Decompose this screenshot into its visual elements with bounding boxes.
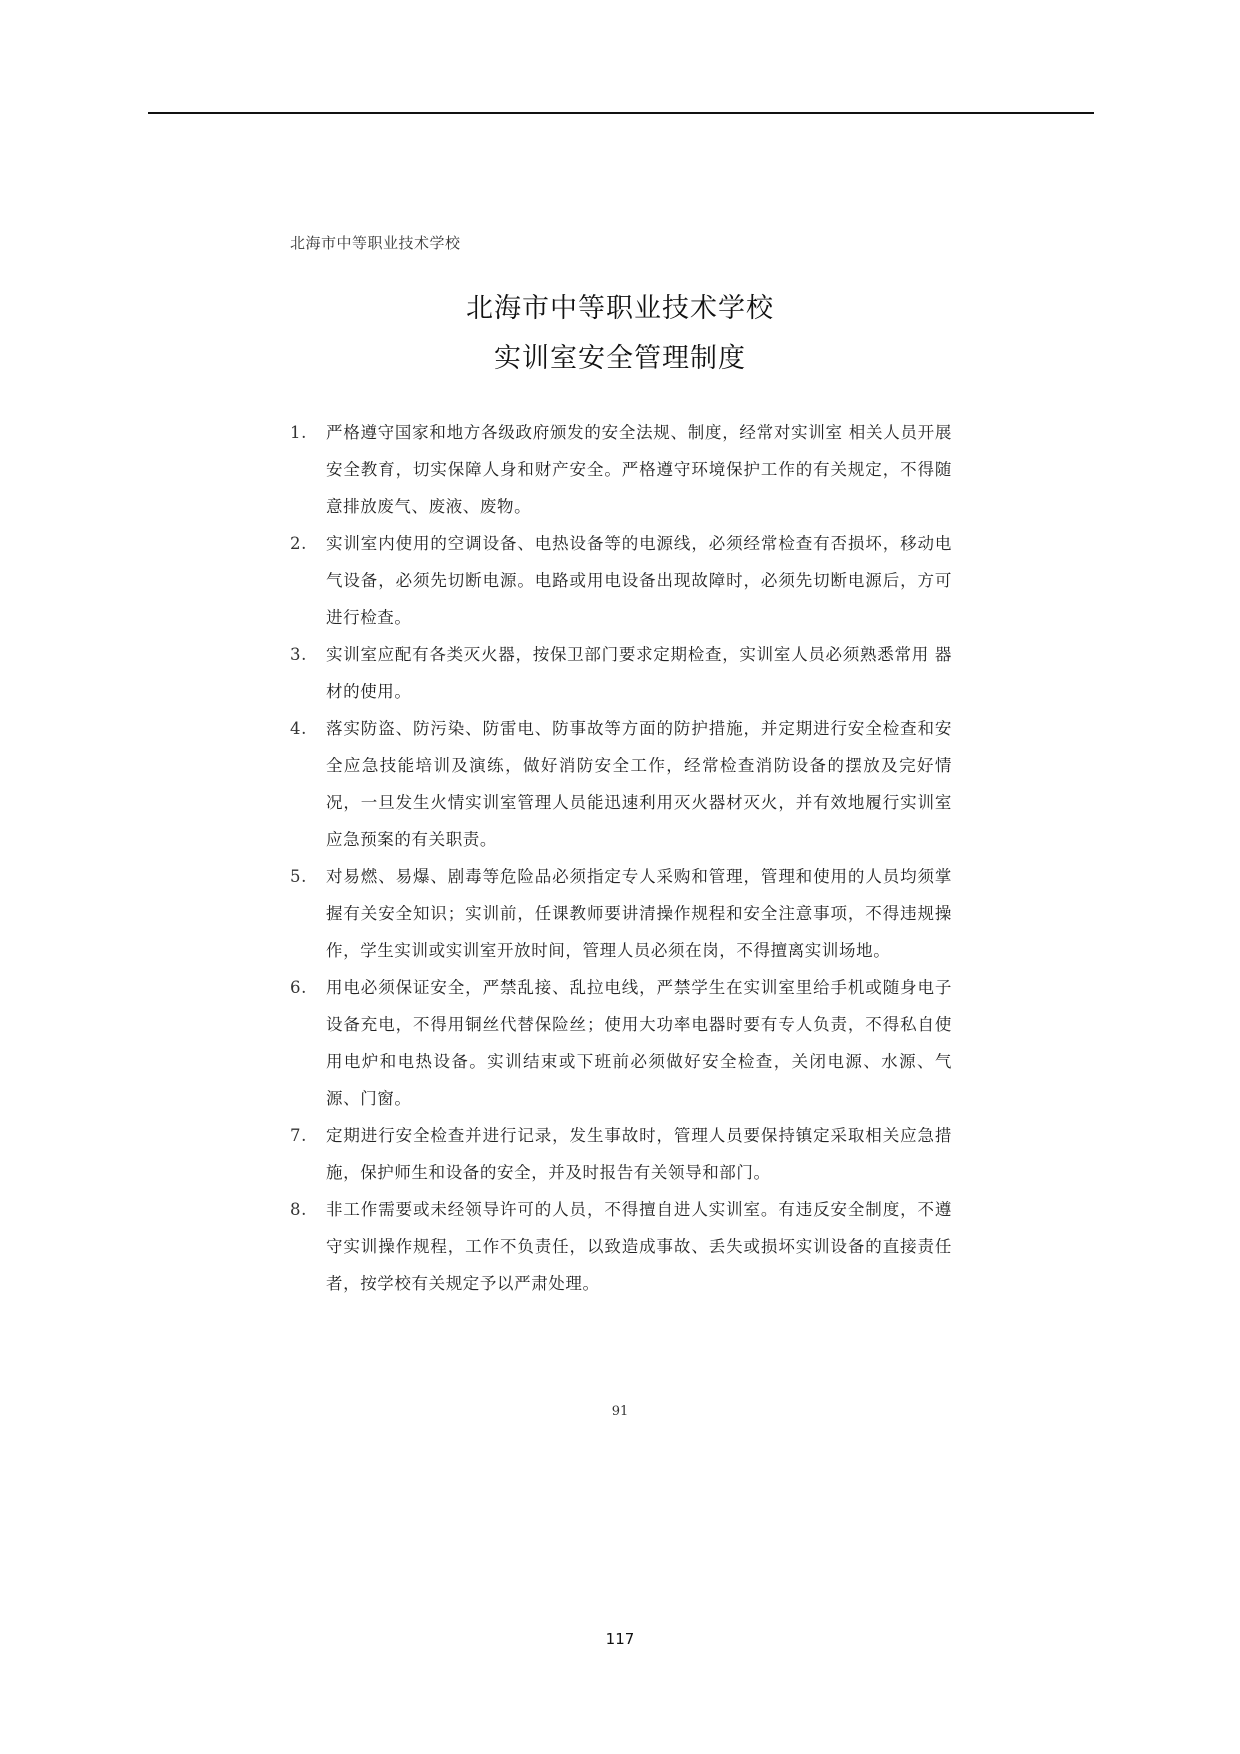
- rule-number: 8.: [290, 1200, 307, 1219]
- rule-number: 7.: [290, 1126, 307, 1145]
- rules-list: [290, 414, 952, 1302]
- rule-number: 2.: [290, 534, 307, 553]
- rule-item-3: [290, 636, 952, 710]
- rule-text: 用电必须保证安全，严禁乱接、乱拉电线，严禁学生在实训室里给手机或随身电子设备充电，不得用铜丝代替保险丝；使用大功率电器时要有专人负责，不得私自使用电炉和电热设备。实训结束或下班前必须做好安全检查，关闭电源、水源、气源、门窗。: [326, 978, 952, 1108]
- rule-item-5: [290, 858, 952, 969]
- inner-page-number: 91: [611, 1404, 629, 1419]
- top-rule: [148, 112, 1094, 114]
- rule-text: 定期进行安全检查并进行记录，发生事故时，管理人员要保持镇定采取相关应急措施，保护师生和设备的安全，并及时报告有关领导和部门。: [326, 1126, 952, 1182]
- rule-item-7: [290, 1117, 952, 1191]
- rule-text: 非工作需要或未经领导许可的人员，不得擅自进人实训室。有违反安全制度，不遵守实训操作规程，工作不负责任，以致造成事故、丢失或损坏实训设备的直接责任者，按学校有关规定予以严肃处理。: [326, 1200, 952, 1293]
- rule-text: 实训室内使用的空调设备、电热设备等的电源线，必须经常检查有否损坏，移动电气设备，必须先切断电源。电路或用电设备出现故障时，必须先切断电源后，方可进行检查。: [326, 534, 952, 627]
- rule-item-1: [290, 414, 952, 525]
- rule-number: 5.: [290, 867, 307, 886]
- document-title: 实训室安全管理制度: [494, 343, 746, 374]
- rule-text: 实训室应配有各类灭火器，按保卫部门要求定期检查，实训室人员必须熟悉常用 器材的使用。: [326, 645, 952, 701]
- page-number: 117: [605, 1630, 635, 1648]
- rule-number: 1.: [290, 423, 307, 442]
- document-title-school: 北海市中等职业技术学校: [466, 293, 774, 324]
- rule-item-8: [290, 1191, 952, 1302]
- running-header: 北海市中等职业技术学校: [290, 234, 461, 252]
- rule-number: 3.: [290, 645, 307, 664]
- rule-text: 对易燃、易爆、剧毒等危险品必须指定专人采购和管理，管理和使用的人员均须掌握有关安全知识；实训前，任课教师要讲清操作规程和安全注意事项，不得违规操作，学生实训或实训室开放时间，管理人员必须在岗，不得擅离实训场地。: [326, 867, 952, 960]
- rule-number: 4.: [290, 719, 307, 738]
- rule-text: 落实防盗、防污染、防雷电、防事故等方面的防护措施，并定期进行安全检查和安全应急技能培训及演练，做好消防安全工作，经常检查消防设备的摆放及完好情况，一旦发生火情实训室管理人员能迅速利用灭火器材灭火，并有效地履行实训室应急预案的有关职责。: [326, 719, 952, 849]
- rule-item-2: [290, 525, 952, 636]
- rule-item-4: [290, 710, 952, 858]
- rule-item-6: [290, 969, 952, 1117]
- rule-number: 6.: [290, 978, 307, 997]
- rule-text: 严格遵守国家和地方各级政府颁发的安全法规、制度，经常对实训室 相关人员开展安全教育，切实保障人身和财产安全。严格遵守环境保护工作的有关规定，不得随意排放废气、废液、废物。: [326, 423, 952, 516]
